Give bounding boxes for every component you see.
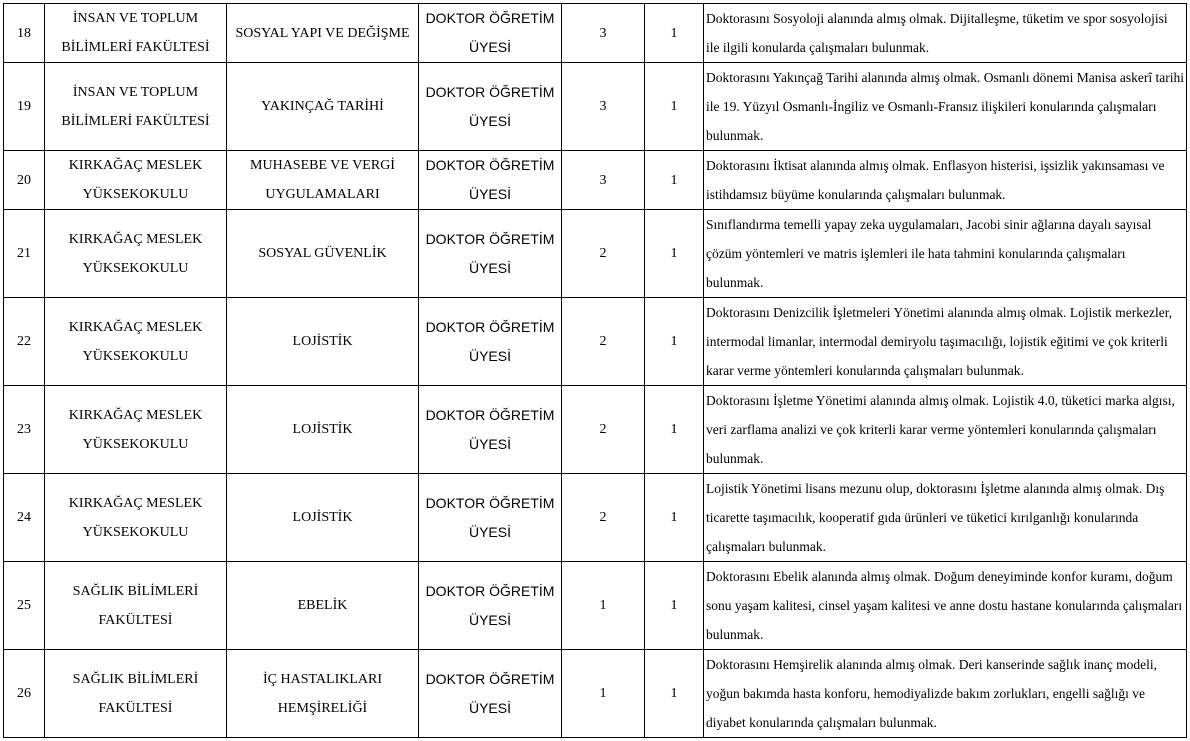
row-number: 20	[4, 151, 45, 210]
table-row	[4, 63, 1187, 151]
table-row	[4, 650, 1187, 738]
table-row	[4, 4, 1187, 63]
row-number: 21	[4, 210, 45, 298]
title-cell: DOKTOR ÖĞRETİM ÜYESİ	[419, 63, 562, 151]
degree-cell: 3	[562, 63, 645, 151]
faculty-cell: SAĞLIK BİLİMLERİ FAKÜLTESİ	[45, 650, 227, 738]
faculty-cell: KIRKAĞAÇ MESLEK YÜKSEKOKULU	[45, 210, 227, 298]
degree-cell: 2	[562, 298, 645, 386]
row-number: 26	[4, 650, 45, 738]
degree-cell: 3	[562, 151, 645, 210]
degree-cell: 1	[562, 650, 645, 738]
department-cell: LOJİSTİK	[227, 386, 419, 474]
faculty-cell: SAĞLIK BİLİMLERİ FAKÜLTESİ	[45, 562, 227, 650]
department-cell: LOJİSTİK	[227, 298, 419, 386]
table-row	[4, 210, 1187, 298]
table-row	[4, 151, 1187, 210]
department-cell: SOSYAL YAPI VE DEĞİŞME	[227, 4, 419, 63]
description-cell: Lojistik Yönetimi lisans mezunu olup, doktorasını İşletme alanında almış olmak. Dış ticarette taşımacılık, kooperatif gıda ürünleri ve tüketici kırılganlığı konularında çalışmaları bulunmak.	[704, 474, 1187, 562]
faculty-cell: KIRKAĞAÇ MESLEK YÜKSEKOKULU	[45, 151, 227, 210]
description-cell: Doktorasını Yakınçağ Tarihi alanında almış olmak. Osmanlı dönemi Manisa askerî tarihi ile 19. Yüzyıl Osmanlı-İngiliz ve Osmanlı-Fransız ilişkileri konularında çalışmaları bulunmak.	[704, 63, 1187, 151]
position-table	[3, 3, 1187, 738]
table-row	[4, 386, 1187, 474]
count-cell: 1	[645, 151, 704, 210]
department-cell: LOJİSTİK	[227, 474, 419, 562]
title-cell: DOKTOR ÖĞRETİM ÜYESİ	[419, 650, 562, 738]
title-cell: DOKTOR ÖĞRETİM ÜYESİ	[419, 474, 562, 562]
count-cell: 1	[645, 650, 704, 738]
degree-cell: 2	[562, 386, 645, 474]
count-cell: 1	[645, 474, 704, 562]
description-cell: Sınıflandırma temelli yapay zeka uygulamaları, Jacobi sinir ağlarına dayalı sayısal çözüm yöntemleri ve matris işlemleri ile hata tahmini konularında çalışmaları bulunmak.	[704, 210, 1187, 298]
title-cell: DOKTOR ÖĞRETİM ÜYESİ	[419, 4, 562, 63]
description-cell: Doktorasını Sosyoloji alanında almış olmak. Dijitalleşme, tüketim ve spor sosyolojisi ile ilgili konularda çalışmaları bulunmak.	[704, 4, 1187, 63]
degree-cell: 1	[562, 562, 645, 650]
degree-cell: 3	[562, 4, 645, 63]
row-number: 22	[4, 298, 45, 386]
count-cell: 1	[645, 386, 704, 474]
row-number: 19	[4, 63, 45, 151]
table-body	[4, 4, 1187, 738]
count-cell: 1	[645, 562, 704, 650]
table-row	[4, 298, 1187, 386]
degree-cell: 2	[562, 210, 645, 298]
row-number: 24	[4, 474, 45, 562]
title-cell: DOKTOR ÖĞRETİM ÜYESİ	[419, 210, 562, 298]
description-cell: Doktorasını Ebelik alanında almış olmak. Doğum deneyiminde konfor kuramı, doğum sonu yaşam kalitesi, cinsel yaşam kalitesi ve anne dostu hastane konularında çalışmaları bulunmak.	[704, 562, 1187, 650]
faculty-cell: KIRKAĞAÇ MESLEK YÜKSEKOKULU	[45, 298, 227, 386]
count-cell: 1	[645, 210, 704, 298]
faculty-cell: İNSAN VE TOPLUM BİLİMLERİ FAKÜLTESİ	[45, 4, 227, 63]
department-cell: İÇ HASTALIKLARI HEMŞİRELİĞİ	[227, 650, 419, 738]
table-row	[4, 474, 1187, 562]
title-cell: DOKTOR ÖĞRETİM ÜYESİ	[419, 298, 562, 386]
count-cell: 1	[645, 298, 704, 386]
description-cell: Doktorasını İşletme Yönetimi alanında almış olmak. Lojistik 4.0, tüketici marka algısı, veri zarflama analizi ve çok kriterli karar verme yöntemleri konularında çalışmaları bulunmak.	[704, 386, 1187, 474]
title-cell: DOKTOR ÖĞRETİM ÜYESİ	[419, 562, 562, 650]
row-number: 25	[4, 562, 45, 650]
table-row	[4, 562, 1187, 650]
row-number: 18	[4, 4, 45, 63]
description-cell: Doktorasını İktisat alanında almış olmak. Enflasyon histerisi, işsizlik yakınsaması ve istihdamsız büyüme konularında çalışmaları bulunmak.	[704, 151, 1187, 210]
degree-cell: 2	[562, 474, 645, 562]
row-number: 23	[4, 386, 45, 474]
department-cell: SOSYAL GÜVENLİK	[227, 210, 419, 298]
title-cell: DOKTOR ÖĞRETİM ÜYESİ	[419, 151, 562, 210]
department-cell: EBELİK	[227, 562, 419, 650]
department-cell: YAKINÇAĞ TARİHİ	[227, 63, 419, 151]
description-cell: Doktorasını Hemşirelik alanında almış olmak. Deri kanserinde sağlık inanç modeli, yoğun bakımda hasta konforu, hemodiyalizde bakım zorlukları, engelli sağlığı ve diyabet konularında çalışmaları bulunmak.	[704, 650, 1187, 738]
count-cell: 1	[645, 4, 704, 63]
faculty-cell: KIRKAĞAÇ MESLEK YÜKSEKOKULU	[45, 474, 227, 562]
faculty-cell: KIRKAĞAÇ MESLEK YÜKSEKOKULU	[45, 386, 227, 474]
department-cell: MUHASEBE VE VERGİ UYGULAMALARI	[227, 151, 419, 210]
title-cell: DOKTOR ÖĞRETİM ÜYESİ	[419, 386, 562, 474]
faculty-cell: İNSAN VE TOPLUM BİLİMLERİ FAKÜLTESİ	[45, 63, 227, 151]
count-cell: 1	[645, 63, 704, 151]
description-cell: Doktorasını Denizcilik İşletmeleri Yönetimi alanında almış olmak. Lojistik merkezler, intermodal limanlar, intermodal demiryolu taşımacılığı, lojistik eğitimi ve çok kriterli karar verme yöntemleri konularında çalışmaları bulunmak.	[704, 298, 1187, 386]
